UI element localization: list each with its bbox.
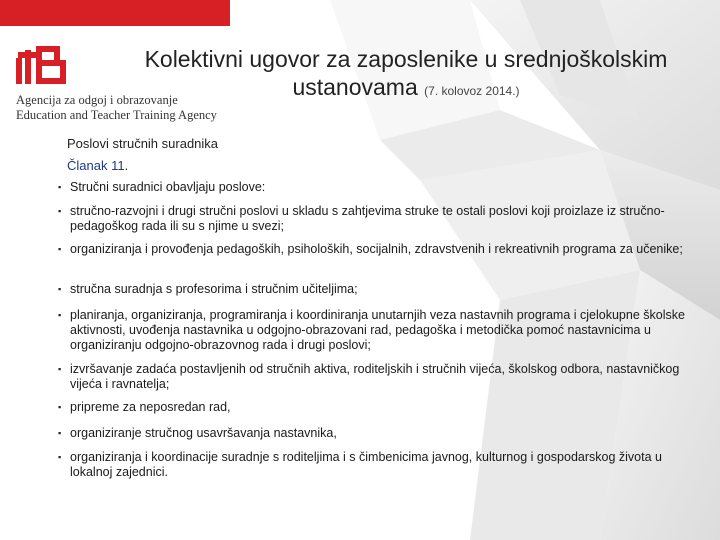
list-item-text: organiziranja i koordinacije suradnje s roditeljima i s čimbenicima javnog, kulturnog i gospodarskog života u lokalnoj zajednici. — [70, 450, 662, 479]
list-item — [56, 308, 695, 353]
bullet-icon: ▪ — [58, 452, 62, 462]
agency-name-hr: Agencija za odgoj i obrazovanje — [16, 93, 178, 107]
article-heading — [67, 158, 128, 173]
list-item-text: Stručni suradnici obavljaju poslove: — [70, 180, 266, 194]
bullet-icon: ▪ — [58, 402, 62, 412]
list-item-text: stručno-razvojni i drugi stručni poslovi u skladu s zahtjevima struke te ostali poslovi koji proizlaze iz stručno-pedagoškog rada ili su s njime u svezi; — [70, 204, 665, 233]
article-label: Članak 11 — [67, 158, 125, 173]
list-item — [56, 426, 695, 441]
list-item-text: organiziranje stručnog usavršavanja nastavnika, — [70, 426, 337, 440]
title-date: (7. kolovoz 2014.) — [424, 84, 520, 98]
bullet-icon: ▪ — [58, 244, 62, 254]
list-item-text: stručna suradnja s profesorima i stručnim učiteljima; — [70, 282, 358, 296]
list-item-text: izvršavanje zadaća postavljenih od stručnih aktiva, roditeljskih i stručnih vijeća, školskog odbora, nastavničkog vijeća i ravnatelja; — [70, 362, 680, 391]
list-item-text: pripreme za neposredan rad, — [70, 400, 231, 414]
page-title — [100, 45, 712, 105]
bullet-icon: ▪ — [58, 428, 62, 438]
list-item-text: organiziranja i provođenja pedagoških, psiholoških, socijalnih, zdravstvenih i rekreativnih programa za učenike; — [70, 242, 683, 256]
bullet-icon: ▪ — [58, 310, 62, 320]
list-item — [56, 204, 695, 234]
bullet-icon: ▪ — [58, 364, 62, 374]
section-title: Poslovi stručnih suradnika — [67, 136, 219, 151]
bullet-icon: ▪ — [58, 206, 62, 216]
title-line-1: Kolektivni ugovor za zaposlenike u srednjoškolskim — [144, 46, 668, 72]
bullet-icon: ▪ — [58, 182, 62, 192]
title-line-2: ustanovama — [292, 74, 418, 100]
article-suffix: . — [124, 158, 129, 173]
agency-name-en: Education and Teacher Training Agency — [16, 108, 217, 122]
list-item — [56, 450, 695, 480]
list-item — [56, 242, 695, 257]
list-item — [56, 282, 695, 297]
list-item — [56, 400, 695, 415]
bullet-icon: ▪ — [58, 284, 62, 294]
agency-logo — [16, 42, 86, 84]
list-item — [56, 362, 695, 392]
list-item-text: planiranja, organiziranja, programiranja i koordiniranja unutarnjih veza nastavnih programa i cjelokupne školske aktivnosti, uvođenja nastavnika u odgojno-obrazovani rad, pedagoška i metodička pomoć nastavnicima u organiziranju odgojno-obrazovnog rada i drugi poslovi; — [70, 308, 685, 352]
list-item — [56, 180, 695, 195]
